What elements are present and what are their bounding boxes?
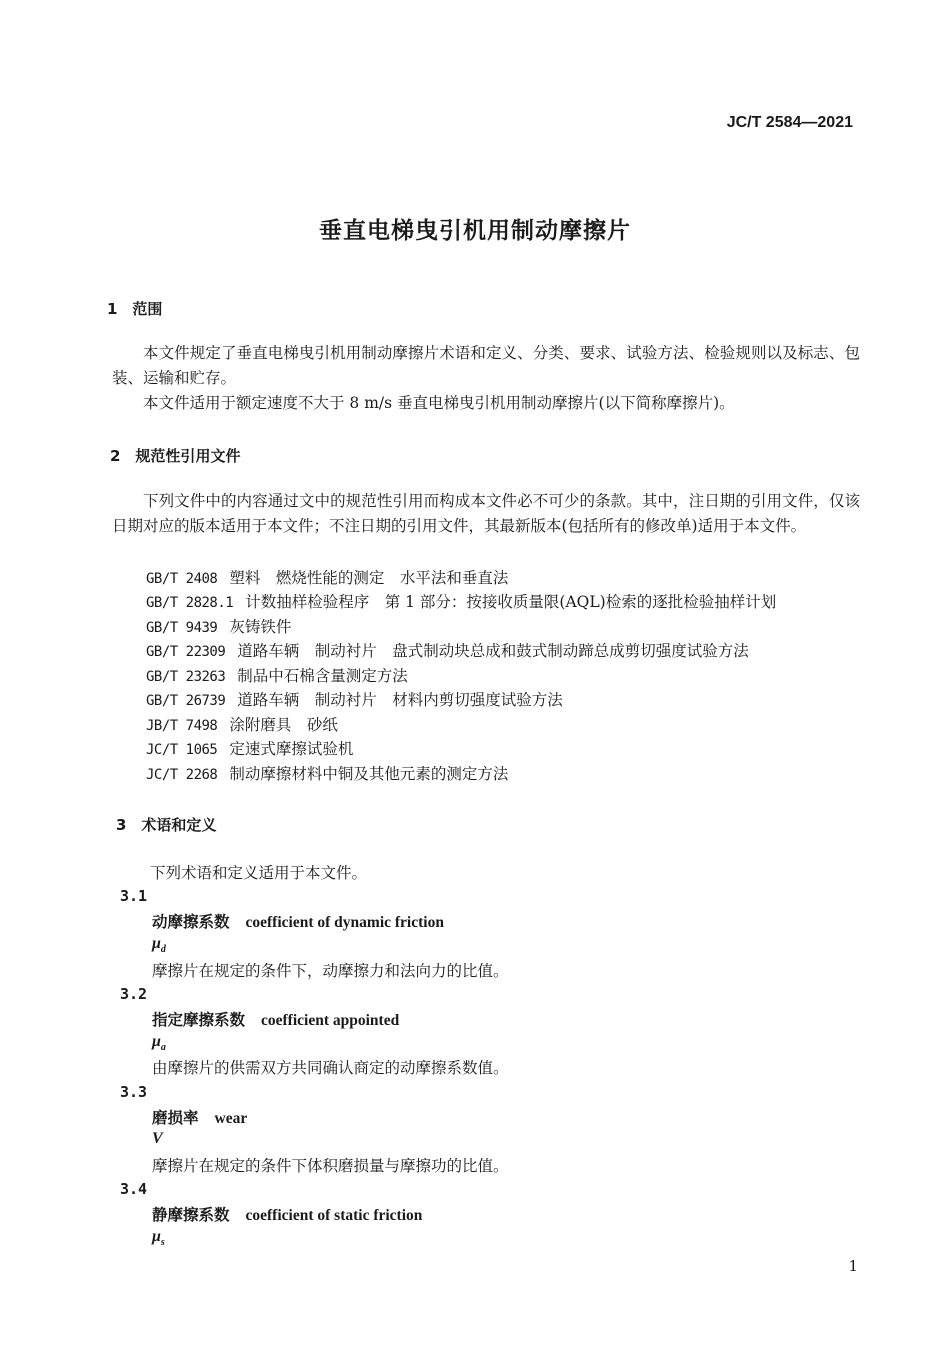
term-number: 3.4 [120,1180,148,1198]
term-number: 3.1 [120,887,148,905]
term-name [152,910,444,932]
reference-title: 道路车辆 制动衬片 盘式制动块总成和鼓式制动蹄总成剪切强度试验方法 [237,642,749,660]
reference-code: GB/T 23263 [146,669,226,685]
term-definition: 摩擦片在规定的条件下体积磨损量与摩擦功的比值。 [152,1157,509,1175]
reference-code: GB/T 9439 [146,620,218,636]
reference-item [146,762,508,784]
reference-item [146,615,291,637]
section-3-heading: 3 术语和定义 [116,816,217,834]
standard-code: JC/T 2584—2021 [726,114,853,131]
term-number: 3.2 [120,985,148,1003]
section-1-paragraph: 本文件适用于额定速度不大于 8 m/s 垂直电梯曳引机用制动摩擦片(以下简称摩擦片)。 [143,394,735,412]
term-definition: 摩擦片在规定的条件下，动摩擦力和法向力的比值。 [152,962,509,980]
reference-title: 制品中石棉含量测定方法 [237,667,408,685]
reference-title: 制动摩擦材料中铜及其他元素的测定方法 [229,765,509,783]
reference-code: GB/T 22309 [146,644,226,660]
term-name-en: wear [214,1110,248,1127]
term-name-en: coefficient of dynamic friction [245,914,444,931]
reference-title: 定速式摩擦试验机 [229,740,354,758]
term-name [152,1106,247,1128]
term-symbol: $\mu_d$ [152,935,166,956]
term-number: 3.3 [120,1083,148,1101]
reference-code: JB/T 7498 [146,718,218,734]
reference-item [146,566,508,588]
term-symbol: $\mu_s$ [152,1228,165,1249]
reference-code: JC/T 1065 [146,742,218,758]
section-1-paragraph: 本文件规定了垂直电梯曳引机用制动摩擦片术语和定义、分类、要求、试验方法、检验规则以及标志、包装、运输和贮存。 [112,344,860,387]
section-3-intro: 下列术语和定义适用于本文件。 [150,864,368,882]
section-1-heading: 1 范围 [107,300,163,318]
document-title: 垂直电梯曳引机用制动摩擦片 [319,218,631,244]
reference-code: GB/T 2828.1 [146,595,234,611]
reference-item [146,713,338,735]
term-symbol: V [152,1130,163,1147]
reference-code: JC/T 2268 [146,767,218,783]
reference-item [146,590,776,612]
term-name-zh: 静摩擦系数 [152,1206,230,1224]
reference-title: 涂附磨具 砂纸 [229,716,338,734]
reference-item [146,737,353,759]
term-symbol: $\mu_a$ [152,1033,166,1054]
section-2-intro: 下列文件中的内容通过文中的规范性引用而构成本文件必不可少的条款。其中，注日期的引用文件，仅该日期对应的版本适用于本文件；不注日期的引用文件，其最新版本(包括所有的修改单)适用于本文件。 [112,492,860,535]
section-2-heading: 2 规范性引用文件 [110,447,241,465]
term-definition: 由摩擦片的供需双方共同确认商定的动摩擦系数值。 [152,1059,509,1077]
term-name [152,1203,422,1225]
term-name-en: coefficient of static friction [245,1207,423,1224]
page-number: 1 [848,1257,858,1275]
reference-title: 塑料 燃烧性能的测定 水平法和垂直法 [229,569,509,587]
reference-code: GB/T 2408 [146,571,218,587]
term-name-en: coefficient appointed [261,1012,400,1029]
term-name-zh: 磨损率 [152,1109,199,1127]
reference-item [146,664,408,686]
term-name-zh: 指定摩擦系数 [152,1011,246,1029]
reference-title: 计数抽样检验程序 第 1 部分：按接收质量限(AQL)检索的逐批检验抽样计划 [245,593,777,611]
term-name-zh: 动摩擦系数 [152,913,230,931]
reference-item [146,639,749,661]
reference-code: GB/T 26739 [146,693,226,709]
term-name [152,1008,399,1030]
reference-title: 灰铸铁件 [229,618,292,636]
reference-title: 道路车辆 制动衬片 材料内剪切强度试验方法 [237,691,563,709]
reference-item [146,688,563,710]
